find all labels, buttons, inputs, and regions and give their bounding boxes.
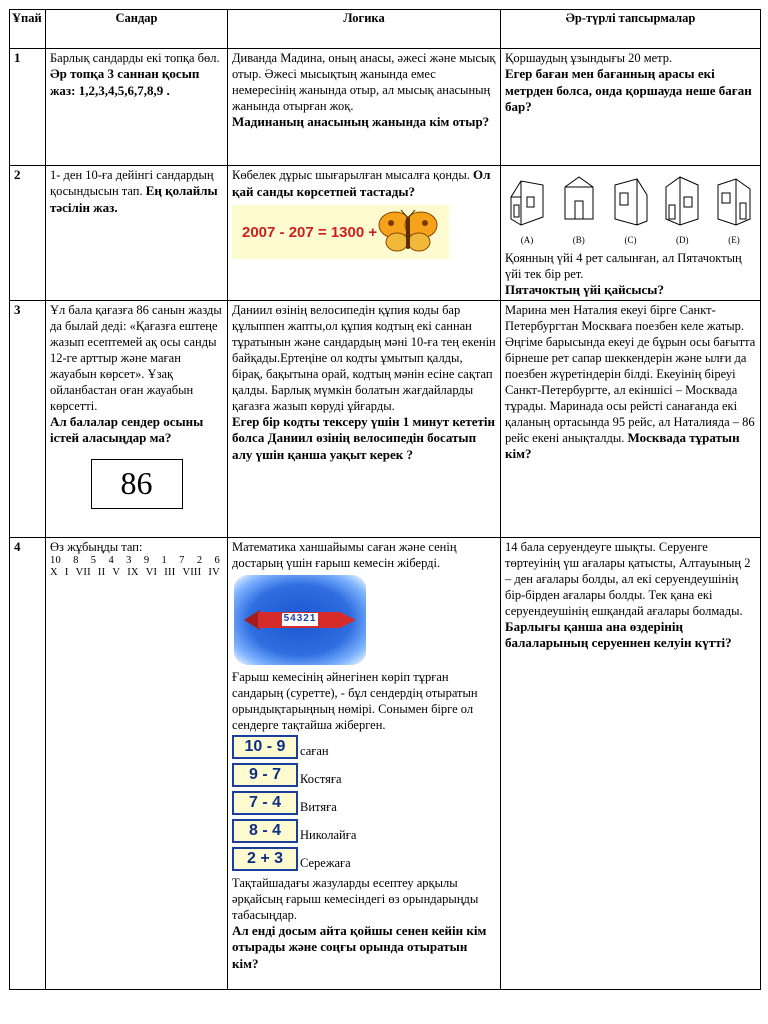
butterfly-equation: [232, 206, 496, 258]
rocket-picture: [234, 575, 366, 665]
board-expression: 8 - 4: [232, 819, 298, 843]
row-number: 1: [10, 49, 46, 166]
table-row: [10, 49, 761, 166]
equation-text: 2007 - 207 = 1300 +: [242, 223, 378, 241]
header-logic: Логика: [228, 10, 501, 49]
rocket-seat-numbers: 54321: [283, 613, 317, 625]
house-option: (D): [662, 175, 702, 246]
misc-task: Марина мен Наталия екеуі бірге Санкт-Петербургтан Москваға поезбен келе жатыр. Әңгіме барысында екеуі де бұрын осы бағытта бірнеше рет сапар шеккендерін және ылғи да поезбен жүретіндерін білді. Екеуінің біреуі Санкт-Петербургте, ал екіншісі – Москвада тұрады. Маринада осы рейсті санағанда екі қаланың ортасында 95 рейс, ал Наталияда – 86 рейс екені анықталды. Москвада тұратын кім?: [501, 300, 761, 537]
table-row: [10, 537, 761, 989]
logic-task: Көбелек дұрыс шығарылған мысалға қонды. Ол қай санды көрсетпей тастады? 2007 - 207 = 1300 +: [228, 166, 501, 301]
numbers-task: Өз жұбыңды тап: 10 8 5 4 3 9 1 7 2 6 X I VII II V IX VI III VIII IV: [46, 537, 228, 989]
house-icon: [714, 175, 754, 231]
tasks-table: [9, 9, 761, 990]
house-option: (E): [714, 175, 754, 246]
sign-board: [232, 847, 496, 871]
board-expression: 9 - 7: [232, 763, 298, 787]
houses-figure: [505, 175, 756, 246]
butterfly-icon: [377, 209, 439, 255]
board-recipient: Костяға: [300, 771, 342, 786]
header-tasks: Әр-түрлі тапсырмалар: [501, 10, 761, 49]
misc-task: (A) (B) (C) (D) (E) Қоянның үйі 4 рет салынған, ал Пятачоктың үйі тек бір рет. Пятачоктың үйі қайсысы?: [501, 166, 761, 301]
numbers-task: Ұл бала қағазға 86 санын жазды да былай деді: «Қағазға ештеңе жазып есептемей ақ осы санды 12-ге арттыр және маған жауабын көрсет». Ұзақ ойланбастан оған жауабын көрсетті. Ал балалар сендер осыны істей аласыңдар ма? 86: [46, 300, 228, 537]
board-expression: 7 - 4: [232, 791, 298, 815]
roman-numbers: X I VII II V IX VI III VIII IV: [50, 567, 220, 579]
misc-task: Қоршаудың ұзындығы 20 метр. Егер баған мен бағанның арасы екі метрден болса, онда қоршауда неше баған бар?: [501, 49, 761, 166]
board-recipient: саған: [300, 743, 329, 758]
logic-task: Даниил өзінің велосипедін құпия коды бар құлыппен жапты,ол құпия кодтың екі саннан тұратынын және сандардың мәні 10-ға тең екенін байқады.Ертеңіне ол кодты ұмытып қалды, бірақ, бақытына орай, кодтың мәнін есіне сақтап қалды. Барлық мүмкін болатын жағдайларды қағазға жазып көруді ұйғарды. Егер бір кодты тексеру үшін 1 минут кететін болса Даниил өзінің велосипедін босатып алу үшін қанша уақыт керек ?: [228, 300, 501, 537]
house-icon: [662, 175, 702, 231]
sign-board: [232, 819, 496, 843]
header-points: Ұпай: [10, 10, 46, 49]
board-expression: 2 + 3: [232, 847, 298, 871]
logic-task: Диванда Мадина, оның анасы, әжесі және мысық отыр. Әжесі мысықтың жанында емес немересінің жанында отыр, ал мысық анасының жанында отырған жоқ. Мадинаның анасының жанында кім отыр?: [228, 49, 501, 166]
header-numbers: Сандар: [46, 10, 228, 49]
board-expression: 10 - 9: [232, 735, 298, 759]
table-row: [10, 300, 761, 537]
house-option: (B): [559, 175, 599, 246]
numbers-task: Барлық сандарды екі топқа бөл. Әр топқа 3 саннан қосып жаз: 1,2,3,4,5,6,7,8,9 .: [46, 49, 228, 166]
board-recipient: Витяға: [300, 799, 337, 814]
rocket-icon: [244, 610, 356, 630]
board-recipient: Сережаға: [300, 855, 351, 870]
table-row: [10, 166, 761, 301]
row-number: 4: [10, 537, 46, 989]
house-icon: [611, 175, 651, 231]
row-number: 3: [10, 300, 46, 537]
row-number: 2: [10, 166, 46, 301]
sign-board: [232, 735, 496, 759]
pairs-number-line: [50, 555, 223, 580]
logic-task: Математика ханшайымы саған және сенің достарың үшін ғарыш кемесін жіберді. 54321 Ғарыш кемесінің әйнегінен көріп тұрған сандарың (суретте), - бұл сендердің отыратын орындықтарыңның нөмірі. Сонымен бірге ол сендерге тақтайша жіберген. 10 - 9 саған 9 - 7 Костяға 7 - 4 Витяға 8 - 4 Николайға 2 + 3 Сережаға Тақтайшадағы жазуларды есептеу арқылы әрқайсың ғарыш кемесіндегі өз орындарыңды табасыңдар. Ал енді досым айта қойшы сенен кейін кім отырады және соңғы орында отыратын кім?: [228, 537, 501, 989]
numbers-task: 1- ден 10-ға дейінгі сандардың қосындысын тап. Ең қолайлы тәсілін жаз.: [46, 166, 228, 301]
sign-board: [232, 791, 496, 815]
sign-board: [232, 763, 496, 787]
house-icon: [507, 175, 547, 231]
header-row: [10, 10, 761, 49]
house-icon: [559, 175, 599, 231]
number-box: 86: [91, 459, 183, 509]
arabic-numbers: 10 8 5 4 3 9 1 7 2 6: [50, 554, 220, 566]
board-recipient: Николайға: [300, 827, 357, 842]
house-option: (A): [507, 175, 547, 246]
misc-task: 14 бала серуендеуге шықты. Серуенге төртеуінің үш ағалары қатысты, Алтауының 2 – ден ағалары болды, ал екі серуендеушінің бір-бірден ағалары болды. Тек қана екі серуендеушінің ешқандай ағалары болмады. Барлығы қанша ана өздерінің балаларының серуеннен келуін күтті?: [501, 537, 761, 989]
house-option: (C): [611, 175, 651, 246]
